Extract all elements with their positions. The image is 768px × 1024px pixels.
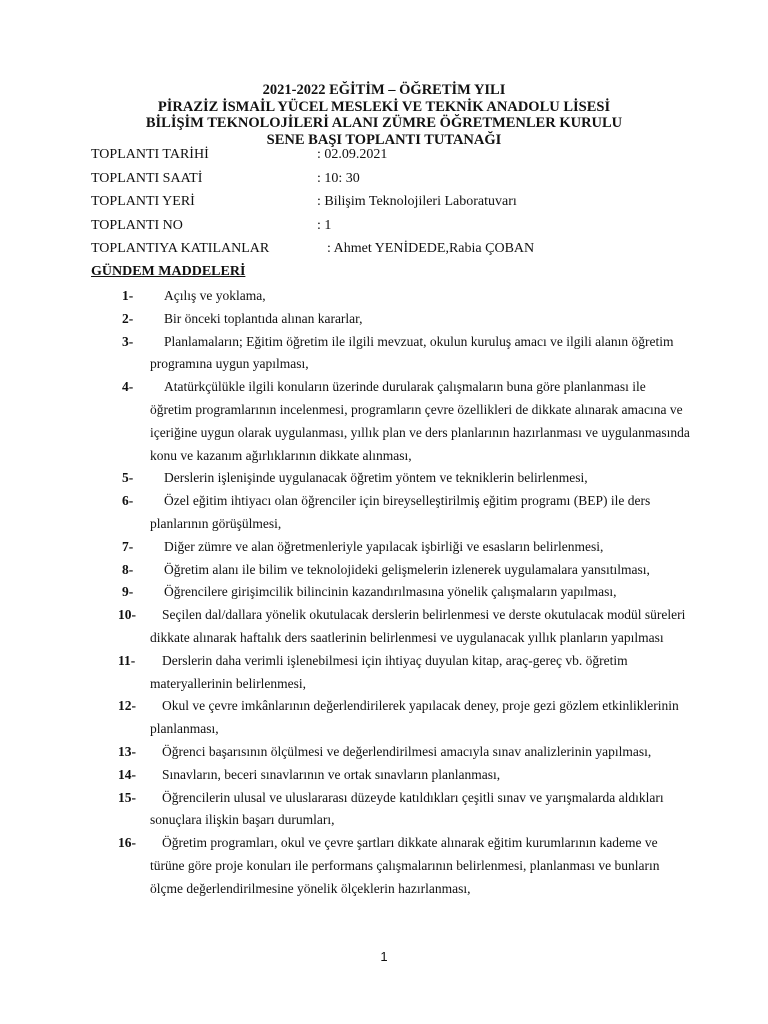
agenda-item <box>0 376 768 467</box>
meeting-attendees-label: TOPLANTIYA KATILANLAR <box>91 241 270 256</box>
header-board: BİLİŞİM TEKNOLOJİLERİ ALANI ZÜMRE ÖĞRETMENLER KURULU <box>145 115 623 131</box>
agenda-item-number: 12- <box>118 698 136 714</box>
agenda-item-number: 13- <box>118 743 136 759</box>
agenda-item <box>0 536 768 559</box>
agenda-item-number: 7- <box>122 538 134 554</box>
agenda-item <box>0 650 768 696</box>
agenda-item-text: Öğretim alanı ile bilim ve teknolojideki gelişmelerin izlenerek uygulamalara yansıtılması, <box>164 561 650 577</box>
agenda-item-number: 2- <box>122 310 134 326</box>
agenda-item-number: 14- <box>118 766 136 782</box>
agenda-item-number: 9- <box>122 584 134 600</box>
meeting-place-row <box>91 194 711 218</box>
agenda-item-number: 16- <box>118 835 136 851</box>
agenda-item <box>0 285 768 308</box>
agenda-item-text: Okul ve çevre imkânlarının değerlendirilerek yapılacak deney, proje gezi gözlem etkinliklerinin planlanması, <box>150 698 679 737</box>
agenda-item-number: 10- <box>118 607 136 623</box>
agenda-item-text: Açılış ve yoklama, <box>164 288 266 303</box>
agenda-item-text: Sınavların, beceri sınavlarının ve ortak sınavların planlanması, <box>162 766 501 782</box>
meeting-time-row <box>91 171 711 195</box>
agenda-item-text: Derslerin işlenişinde uygulanacak öğretim yöntem ve tekniklerin belirlenmesi, <box>164 470 588 486</box>
meeting-date-label: TOPLANTI TARİHİ <box>91 147 209 162</box>
agenda-list <box>0 285 768 901</box>
page-number: 1 <box>380 949 388 964</box>
agenda-item <box>0 604 768 650</box>
agenda-item <box>0 787 768 833</box>
header-school: PİRAZİZ İSMAİL YÜCEL MESLEKİ VE TEKNİK ANADOLU LİSESİ <box>157 98 611 115</box>
meeting-time-label: TOPLANTI SAATİ <box>91 170 203 186</box>
meeting-number-label: TOPLANTI NO <box>91 217 183 233</box>
agenda-item-number: 11- <box>118 652 136 668</box>
agenda-item-text: Özel eğitim ihtiyacı olan öğrenciler için bireyselleştirilmiş eğitim programı (BEP) ile ders planlarının görüşülmesi, <box>150 493 651 531</box>
agenda-item-text: Seçilen dal/dallara yönelik okutulacak derslerin belirlenmesi ve derste okutulacak modül süreleri dikkate alınarak haftalık ders saatlerinin belirlenmesi ve uygulanacak yıllık planların yapılması <box>150 607 686 645</box>
agenda-item-text: Öğrencilere girişimcilik bilincinin kazandırılmasına yönelik çalışmaların yapılması, <box>164 584 617 600</box>
agenda-item-text: Atatürkçülükle ilgili konuların üzerinde durularak çalışmaların buna göre planlanması ile öğretim programlarının incelenmesi, programların çevre özellikleri de dikkate alınarak amacına ve içeriğine uygun olarak uygulanması, yıllık plan ve ders planlarının hazırlanması ve uygulanmasında konu ve kazanım ağırlıklarının dikkate alınması, <box>150 379 690 463</box>
agenda-item-text: Öğrencilerin ulusal ve uluslararası düzeyde katıldıkları çeşitli sınav ve yarışmalarda aldıkları sonuçlara ilişkin başarı durumları, <box>150 789 664 828</box>
agenda-item <box>0 559 768 582</box>
agenda-item <box>0 490 768 536</box>
agenda-item <box>0 581 768 604</box>
meeting-date-row <box>91 147 711 171</box>
meeting-number-row <box>91 218 711 242</box>
agenda-item-number: 4- <box>122 379 134 395</box>
header-title: SENE BAŞI TOPLANTI TUTANAĞI <box>266 131 502 148</box>
agenda-title: GÜNDEM MADDELERİ <box>91 264 246 279</box>
meeting-time-value: : 10: 30 <box>317 170 360 186</box>
agenda-item-number: 6- <box>122 493 134 509</box>
meeting-attendees-value: : Ahmet YENİDEDE,Rabia ÇOBAN <box>327 241 535 256</box>
agenda-item <box>0 695 768 741</box>
agenda-item-text: Öğretim programları, okul ve çevre şartları dikkate alınarak eğitim kurumlarının kademe ve türüne göre proje konuları ile performans çalışmalarının belirlenmesi, planlanması ve bunların ölçme değerlendirilmesine yönelik ölçeklerin hazırlanması, <box>150 835 660 896</box>
agenda-item <box>0 331 768 377</box>
agenda-item <box>0 308 768 331</box>
agenda-item-text: Diğer zümre ve alan öğretmenleriyle yapılacak işbirliği ve esasların belirlenmesi, <box>164 538 604 554</box>
header-year: 2021-2022 EĞİTİM – ÖĞRETİM YILI <box>262 82 506 98</box>
meeting-date-value: : 02.09.2021 <box>317 147 388 162</box>
meeting-number-value: : 1 <box>317 217 332 233</box>
meeting-info <box>91 147 711 265</box>
agenda-item <box>0 467 768 490</box>
agenda-item-text: Bir önceki toplantıda alınan kararlar, <box>164 310 363 326</box>
meeting-attendees-row <box>91 241 711 265</box>
agenda-item-number: 5- <box>122 470 134 486</box>
agenda-item-number: 1- <box>122 288 134 303</box>
meeting-place-value: : Bilişim Teknolojileri Laboratuvarı <box>317 194 517 209</box>
meeting-place-label: TOPLANTI YERİ <box>91 194 195 209</box>
agenda-item-number: 8- <box>122 561 134 577</box>
agenda-item <box>0 832 768 900</box>
agenda-item-text: Öğrenci başarısının ölçülmesi ve değerlendirilmesi amacıyla sınav analizlerinin yapılması, <box>162 743 652 759</box>
agenda-item <box>0 741 768 764</box>
agenda-item-text: Derslerin daha verimli işlenebilmesi için ihtiyaç duyulan kitap, araç-gereç vb. öğretim materyallerinin belirlenmesi, <box>150 652 628 691</box>
document-header <box>0 82 768 148</box>
agenda-item <box>0 764 768 787</box>
agenda-item-number: 15- <box>118 789 136 805</box>
agenda-item-number: 3- <box>122 333 134 349</box>
agenda-item-text: Planlamaların; Eğitim öğretim ile ilgili mevzuat, okulun kuruluş amacı ve ilgili alanın öğretim programına uygun yapılması, <box>150 333 674 372</box>
